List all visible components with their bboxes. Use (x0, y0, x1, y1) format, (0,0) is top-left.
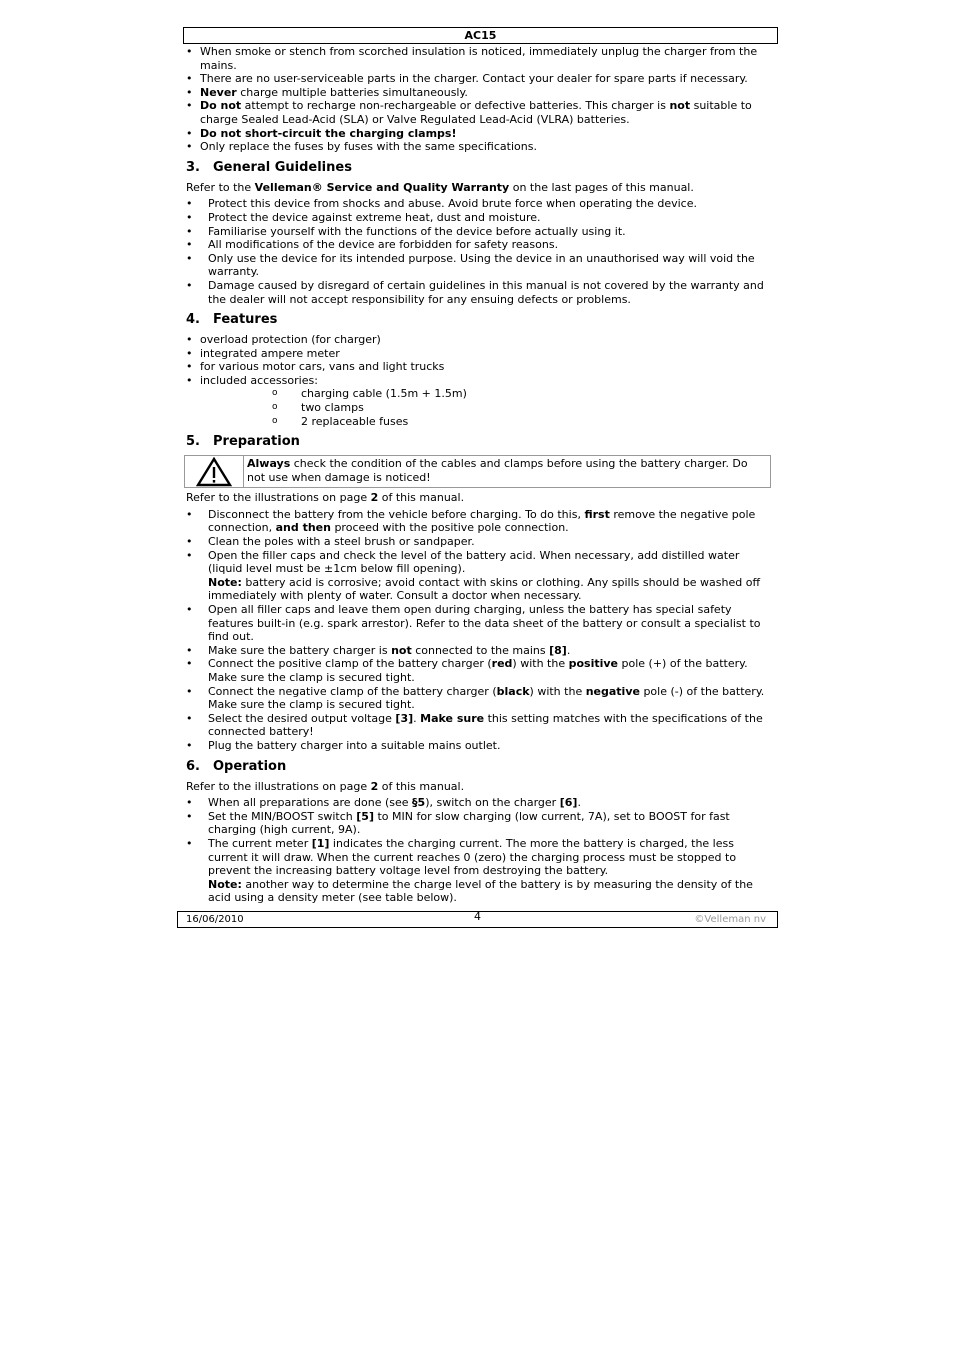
list-item: • Familiarise yourself with the functions of the device before actually using it. (183, 225, 773, 239)
operation-list (183, 796, 773, 905)
list-item: • All modifications of the device are forbidden for safety reasons. (183, 238, 773, 252)
page-footer (177, 911, 778, 928)
safety-list (183, 45, 773, 154)
section-heading-general-guidelines: 3. General Guidelines (186, 159, 352, 175)
list-item: • overload protection (for charger) (183, 333, 773, 347)
list-item: • Connect the negative clamp of the battery charger (black) with the negative pole (-) of the battery. Make sure the clamp is secured tight. (183, 685, 773, 712)
warning-triangle-icon (185, 456, 244, 487)
list-item: • Only use the device for its intended purpose. Using the device in an unauthorised way will void the warranty. (183, 252, 773, 279)
section-heading-preparation: 5. Preparation (186, 434, 300, 450)
list-item: • When all preparations are done (see §5), switch on the charger [6]. (183, 796, 773, 810)
list-item: • Select the desired output voltage [3]. Make sure this setting matches with the specifications of the connected battery! (183, 712, 773, 739)
list-item: • Make sure the battery charger is not connected to the mains [8]. (183, 644, 773, 658)
list-item: • The current meter [1] indicates the charging current. The more the battery is charged, the less current it will draw. When the current reaches 0 (zero) the charging process must be stopped to prevent the increasing battery voltage level from destroying the battery. Note: another way to determine the charge level of the battery is by measuring the density of the acid using a density meter (see table below). (183, 837, 773, 905)
guidelines-list (183, 197, 773, 306)
list-item: • Connect the positive clamp of the battery charger (red) with the positive pole (+) of the battery. Make sure the clamp is secured tight. (183, 657, 773, 684)
features-list (183, 333, 773, 387)
footer-date: 16/06/2010 (186, 914, 244, 925)
page-header (183, 27, 778, 44)
footer-copyright: ©Velleman nv (694, 914, 766, 925)
list-item: • Protect the device against extreme heat, dust and moisture. (183, 211, 773, 225)
list-item: • When smoke or stench from scorched insulation is noticed, immediately unplug the charger from the mains. (183, 45, 773, 72)
list-item: • There are no user-serviceable parts in the charger. Contact your dealer for spare parts if necessary. (183, 72, 773, 86)
warning-text: Always check the condition of the cables and clamps before using the battery charger. Do not use when damage is noticed! (247, 457, 748, 484)
list-item: • Never charge multiple batteries simultaneously. (183, 86, 773, 100)
list-item: • Clean the poles with a steel brush or sandpaper. (183, 535, 773, 549)
list-item: • integrated ampere meter (183, 347, 773, 361)
page-number: 4 (474, 910, 481, 923)
list-item: • included accessories: (183, 374, 773, 388)
list-item: • Disconnect the battery from the vehicle before charging. To do this, first remove the negative pole connection, and then proceed with the positive pole connection. (183, 508, 773, 535)
list-item: o charging cable (1.5m + 1.5m) (183, 387, 773, 401)
list-item: • Do not short-circuit the charging clamps! (183, 127, 773, 141)
list-item: • Set the MIN/BOOST switch [5] to MIN for slow charging (low current, 7A), set to BOOST for fast charging (high current, 9A). (183, 810, 773, 837)
section-heading-operation: 6. Operation (186, 758, 287, 774)
preparation-list (183, 508, 773, 753)
accessories-list (183, 387, 773, 428)
list-item: o 2 replaceable fuses (183, 415, 773, 429)
list-item: • Open all filler caps and leave them open during charging, unless the battery has special safety features built-in (e.g. spark arrestor). Refer to the data sheet of the battery or consult a specialist to find out. (183, 603, 773, 644)
list-item: o two clamps (183, 401, 773, 415)
paragraph: Refer to the illustrations on page 2 of this manual. (186, 491, 465, 505)
list-item: • Open the filler caps and check the level of the battery acid. When necessary, add distilled water (liquid level must be ±1cm below fill opening). Note: battery acid is corrosive; avoid contact with skins or clothing. Any spills should be washed off immediately with plenty of water. Consult a doctor when necessary. (183, 549, 773, 603)
list-item: • Plug the battery charger into a suitable mains outlet. (183, 739, 773, 753)
list-item: • for various motor cars, vans and light trucks (183, 360, 773, 374)
list-item: • Damage caused by disregard of certain guidelines in this manual is not covered by the warranty and the dealer will not accept responsibility for any ensuing defects or problems. (183, 279, 773, 306)
paragraph: Refer to the Velleman® Service and Quality Warranty on the last pages of this manual. (186, 180, 694, 194)
page-content (183, 45, 773, 905)
section-heading-features: 4. Features (186, 312, 278, 328)
list-item: • Do not attempt to recharge non-rechargeable or defective batteries. This charger is not suitable to charge Sealed Lead-Acid (SLA) or Valve Regulated Lead-Acid (VLRA) batteries. (183, 99, 773, 126)
document-title: AC15 (464, 29, 497, 42)
list-item: • Protect this device from shocks and abuse. Avoid brute force when operating the device. (183, 197, 773, 211)
list-item: • Only replace the fuses by fuses with the same specifications. (183, 140, 773, 154)
paragraph: Refer to the illustrations on page 2 of this manual. (186, 779, 465, 793)
warning-box (184, 455, 771, 488)
